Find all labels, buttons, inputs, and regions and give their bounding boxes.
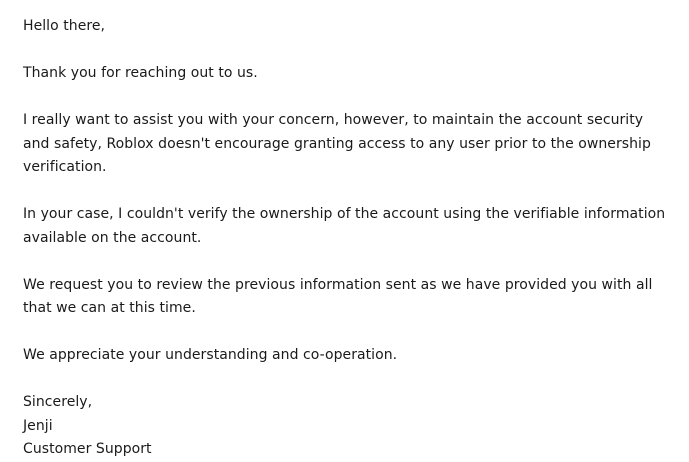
email-signature (23, 391, 673, 462)
email-paragraph-review-request: We request you to review the previous information sent as we have provided you with all that we can at this time. (23, 276, 653, 316)
email-paragraph-thanks: Thank you for reaching out to us. (23, 65, 258, 81)
email-greeting: Hello there, (23, 18, 106, 34)
signature-closing: Sincerely, (23, 394, 93, 410)
signature-title: Customer Support (23, 441, 152, 457)
email-paragraph-appreciation: We appreciate your understanding and co-operation. (23, 347, 398, 363)
email-paragraph-security: I really want to assist you with your concern, however, to maintain the account security and safety, Roblox doesn't encourage granting access to any user prior to the ownership verification. (23, 112, 651, 175)
email-body (23, 15, 673, 462)
signature-name: Jenji (23, 417, 53, 434)
email-paragraph-verification: In your case, I couldn't verify the ownership of the account using the verifiable information available on the account. (23, 206, 666, 246)
